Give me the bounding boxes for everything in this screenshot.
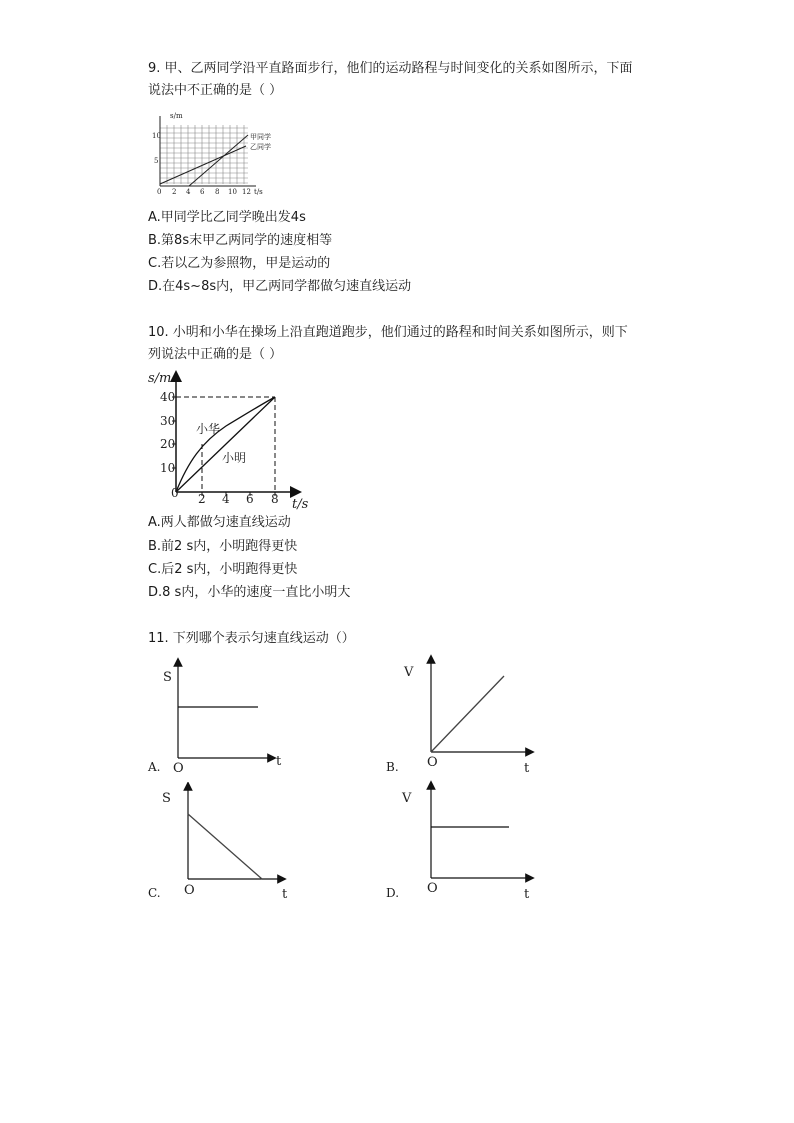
q11-d-y-label: V: [402, 791, 412, 806]
q11-b-origin: O: [427, 755, 438, 770]
q10-option-c[interactable]: C.后2 s内，小明跑得更快: [148, 562, 298, 577]
q9-option-c[interactable]: C.若以乙为参照物，甲是运动的: [148, 256, 331, 271]
q11-d-origin: O: [427, 881, 438, 896]
q9-jia-line: [189, 135, 248, 186]
q9-distance-time-graph: [150, 108, 290, 200]
q9-x-unit: t/s: [254, 188, 263, 196]
q9-origin: 0: [157, 188, 162, 196]
q10-option-d[interactable]: D.8 s内，小华的速度一直比小明大: [148, 585, 351, 600]
q9-xtick-12: 12: [242, 188, 251, 196]
q9-xtick-6: 6: [200, 188, 205, 196]
q10-stem-line2: 列说法中正确的是（ ）: [148, 347, 283, 362]
q10-y-unit: s/m: [148, 371, 172, 386]
q11-d-x-label: t: [524, 887, 530, 902]
q10-option-a[interactable]: A.两人都做匀速直线运动: [148, 515, 291, 530]
q10-xtick-4: 4: [222, 492, 230, 506]
q9-ytick-10: 10: [152, 132, 161, 140]
q11-a-y-label: S: [163, 670, 172, 685]
q9-xtick-4: 4: [186, 188, 191, 196]
q10-label-xiaohua: 小华: [196, 422, 221, 436]
q11-option-d-letter[interactable]: D.: [386, 886, 400, 900]
q11-b-x-label: t: [524, 761, 530, 776]
q11-stem: 11. 下列哪个表示匀速直线运动（）: [148, 631, 355, 646]
q10-origin: 0: [171, 486, 179, 500]
q10-xiaoming-line: [176, 397, 275, 492]
q9-legend-yi: 乙同学: [250, 143, 271, 151]
q10-label-xiaoming: 小明: [222, 451, 247, 465]
q9-option-b[interactable]: B.第8s末甲乙两同学的速度相等: [148, 233, 333, 248]
q9-stem-line2: 说法中不正确的是（ ）: [148, 83, 283, 98]
q11-b-y-label: V: [404, 665, 414, 680]
q10-stem-line1: 10. 小明和小华在操场上沿直跑道跑步，他们通过的路程和时间关系如图所示，则下: [148, 325, 628, 340]
q11-option-a-letter[interactable]: A.: [148, 760, 161, 774]
q10-ytick-20: 20: [160, 437, 176, 451]
q11-graph-d[interactable]: [398, 780, 538, 902]
q11-c-x-label: t: [282, 887, 288, 902]
q10-ytick-30: 30: [160, 414, 176, 428]
q11-a-origin: O: [173, 761, 184, 776]
q11-a-x-label: t: [276, 754, 282, 769]
q9-xtick-8: 8: [215, 188, 220, 196]
q9-legend-jia: 甲同学: [250, 133, 271, 141]
q11-c-y-label: S: [162, 791, 171, 806]
q9-xtick-2: 2: [172, 188, 177, 196]
q11-c-origin: O: [184, 883, 195, 898]
q9-option-a[interactable]: A.甲同学比乙同学晚出发4s: [148, 210, 306, 225]
q9-ytick-5: 5: [154, 157, 159, 165]
q10-distance-time-graph: [146, 370, 316, 510]
q11-c-falling-line: [188, 814, 262, 879]
q10-xtick-2: 2: [198, 492, 206, 506]
q10-xtick-8: 8: [271, 492, 279, 506]
q11-graph-c[interactable]: [160, 782, 300, 902]
q11-option-c-letter[interactable]: C.: [148, 886, 161, 900]
q9-yi-line: [160, 146, 246, 184]
q10-x-unit: t/s: [292, 497, 309, 510]
q11-b-rising-line: [431, 676, 504, 752]
q9-xtick-10: 10: [228, 188, 237, 196]
q10-xtick-6: 6: [246, 492, 254, 506]
q9-grid: [160, 125, 248, 184]
q9-option-d[interactable]: D.在4s~8s内，甲乙两同学都做匀速直线运动: [148, 279, 412, 294]
q9-stem-line1: 9. 甲、乙两同学沿平直路面步行，他们的运动路程与时间变化的关系如图所示，下面: [148, 61, 633, 76]
q11-graph-a[interactable]: [160, 656, 290, 776]
q11-graph-b[interactable]: [398, 654, 538, 776]
q11-option-b-letter[interactable]: B.: [386, 760, 399, 774]
q10-ytick-10: 10: [160, 461, 176, 475]
q10-ytick-40: 40: [160, 390, 176, 404]
q10-option-b[interactable]: B.前2 s内，小明跑得更快: [148, 539, 298, 554]
q9-y-unit: s/m: [170, 112, 183, 120]
